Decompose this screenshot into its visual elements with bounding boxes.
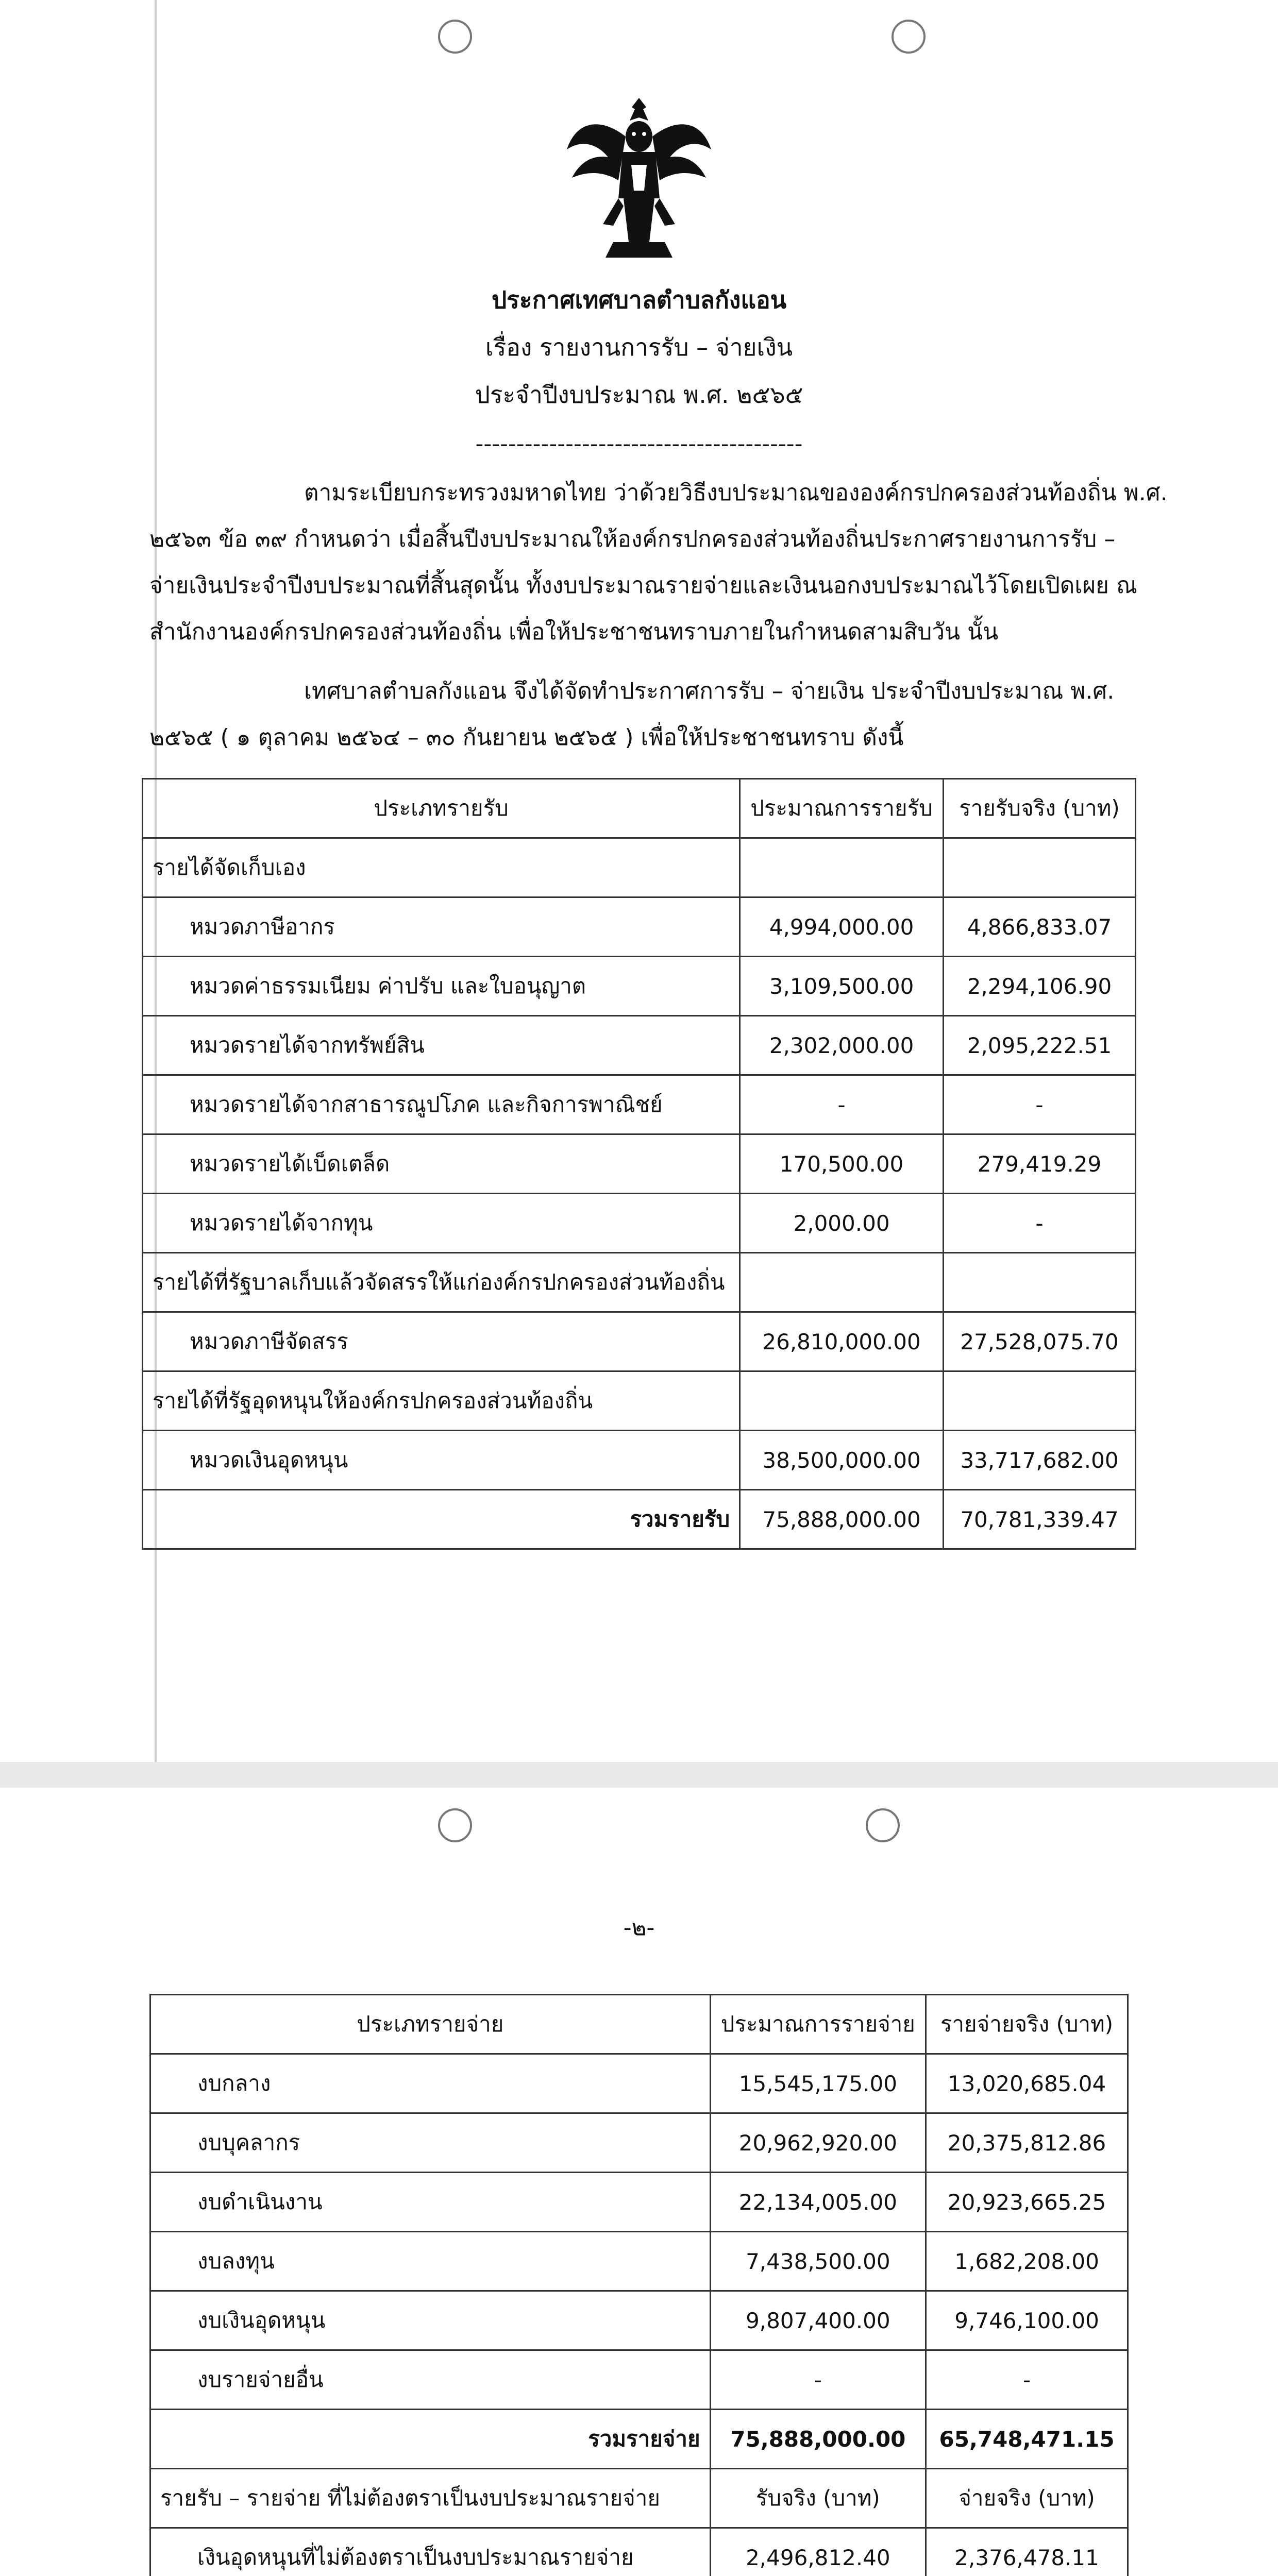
table-row (150, 2291, 1128, 2350)
table-row (143, 1075, 1136, 1134)
table-row (143, 1253, 1136, 1312)
received-cell: 2,496,812.40 (710, 2528, 926, 2576)
total-actual-cell: 65,748,471.15 (926, 2410, 1128, 2469)
table-row (143, 897, 1136, 957)
column-header: รับจริง (บาท) (710, 2469, 926, 2528)
actual-cell: - (943, 1194, 1135, 1253)
column-header: รายจ่ายจริง (บาท) (926, 1995, 1128, 2054)
table-header-row (143, 779, 1136, 838)
actual-cell: 2,294,106.90 (943, 957, 1135, 1016)
actual-cell: 279,419.29 (943, 1134, 1135, 1194)
table-row (150, 2173, 1128, 2232)
expense-category-label: งบรายจ่ายอื่น (150, 2350, 711, 2410)
table-header-row (150, 1995, 1128, 2054)
total-row (143, 1490, 1136, 1549)
column-header: ประมาณการรายรับ (740, 779, 944, 838)
table-row (150, 2113, 1128, 2173)
revenue-category-label: หมวดเงินอุดหนุน (143, 1431, 740, 1490)
actual-cell: - (926, 2350, 1128, 2410)
actual-cell: 20,375,812.86 (926, 2113, 1128, 2173)
non-budget-header-row (150, 2469, 1128, 2528)
total-row (150, 2410, 1128, 2469)
expense-table (149, 1994, 1129, 2576)
non-budget-section-label: รายรับ – รายจ่าย ที่ไม่ต้องตราเป็นงบประมาณรายจ่าย (150, 2469, 711, 2528)
table-row (150, 2232, 1128, 2291)
paragraph-1-line-2: ๒๕๖๓ ข้อ ๓๙ กำหนดว่า เมื่อสิ้นปีงบประมาณให้องค์กรปกครองส่วนท้องถิ่นประกาศรายงานการรับ – (149, 526, 1116, 552)
table-row (143, 1371, 1136, 1431)
actual-cell: 13,020,685.04 (926, 2054, 1128, 2113)
table-row (150, 2350, 1128, 2410)
actual-cell (943, 838, 1135, 897)
expense-category-label: งบเงินอุดหนุน (150, 2291, 711, 2350)
separator-rule: ---------------------------------------- (475, 431, 803, 457)
expense-category-label: งบบุคลากร (150, 2113, 711, 2173)
budget-cell (740, 1253, 944, 1312)
budget-cell: 9,807,400.00 (710, 2291, 926, 2350)
punch-hole (892, 20, 926, 54)
budget-cell: 20,962,920.00 (710, 2113, 926, 2173)
budget-cell: 3,109,500.00 (740, 957, 944, 1016)
actual-cell: 33,717,682.00 (943, 1431, 1135, 1490)
budget-cell: - (710, 2350, 926, 2410)
budget-cell: 4,994,000.00 (740, 897, 944, 957)
revenue-group-label: รายได้จัดเก็บเอง (143, 838, 740, 897)
garuda-emblem-icon (562, 88, 716, 263)
budget-cell: - (740, 1075, 944, 1134)
table-row (143, 957, 1136, 1016)
revenue-group-label: รายได้ที่รัฐบาลเก็บแล้วจัดสรรให้แก่องค์กรปกครองส่วนท้องถิ่น (143, 1253, 740, 1312)
expense-category-label: งบกลาง (150, 2054, 711, 2113)
revenue-table (142, 778, 1136, 1550)
non-budget-item-label: เงินอุดหนุนที่ไม่ต้องตราเป็นงบประมาณรายจ่าย (150, 2528, 711, 2576)
table-row (143, 1016, 1136, 1075)
page-two (0, 1788, 1278, 2576)
budget-cell: 7,438,500.00 (710, 2232, 926, 2291)
paragraph-2-line-1: เทศบาลตำบลกังแอน จึงได้จัดทำประกาศการรับ – จ่ายเงิน ประจำปีงบประมาณ พ.ศ. (304, 678, 1115, 704)
revenue-category-label: หมวดรายได้จากทุน (143, 1194, 740, 1253)
actual-cell: 4,866,833.07 (943, 897, 1135, 957)
column-header: รายรับจริง (บาท) (943, 779, 1135, 838)
table-row (143, 1312, 1136, 1371)
punch-hole (438, 1808, 472, 1842)
actual-cell (943, 1253, 1135, 1312)
budget-cell: 2,000.00 (740, 1194, 944, 1253)
table-row (150, 2054, 1128, 2113)
paragraph-1-line-1: ตามระเบียบกระทรวงมหาดไทย ว่าด้วยวิธีงบประมาณขององค์กรปกครองส่วนท้องถิ่น พ.ศ. (304, 480, 1168, 506)
paragraph-1-line-3: จ่ายเงินประจำปีงบประมาณที่สิ้นสุดนั้น ทั้งงบประมาณรายจ่ายและเงินนอกงบประมาณไว้โดยเปิดเผย ณ (149, 572, 1137, 599)
budget-cell: 170,500.00 (740, 1134, 944, 1194)
column-header: จ่ายจริง (บาท) (926, 2469, 1128, 2528)
actual-cell: 2,095,222.51 (943, 1016, 1135, 1075)
total-label: รวมรายรับ (143, 1490, 740, 1549)
announcement-subject: เรื่อง รายงานการรับ – จ่ายเงิน (485, 333, 793, 361)
table-row (143, 1194, 1136, 1253)
actual-cell: 20,923,665.25 (926, 2173, 1128, 2232)
page-number: -๒- (623, 1914, 655, 1941)
column-header: ประเภทรายรับ (143, 779, 740, 838)
revenue-category-label: หมวดค่าธรรมเนียม ค่าปรับ และใบอนุญาต (143, 957, 740, 1016)
budget-cell: 15,545,175.00 (710, 2054, 926, 2113)
budget-cell: 38,500,000.00 (740, 1431, 944, 1490)
column-header: ประมาณการรายจ่าย (710, 1995, 926, 2054)
expense-category-label: งบดำเนินงาน (150, 2173, 711, 2232)
expense-category-label: งบลงทุน (150, 2232, 711, 2291)
total-budget-cell: 75,888,000.00 (710, 2410, 926, 2469)
punch-hole (438, 20, 472, 54)
actual-cell: 9,746,100.00 (926, 2291, 1128, 2350)
table-row (143, 838, 1136, 897)
paragraph-1-line-4: สำนักงานองค์กรปกครองส่วนท้องถิ่น เพื่อให้ประชาชนทราบภายในกำหนดสามสิบวัน นั้น (149, 619, 999, 645)
revenue-group-label: รายได้ที่รัฐอุดหนุนให้องค์กรปกครองส่วนท้องถิ่น (143, 1371, 740, 1431)
total-label: รวมรายจ่าย (150, 2410, 711, 2469)
column-header: ประเภทรายจ่าย (150, 1995, 711, 2054)
paragraph-2-line-2: ๒๕๖๕ ( ๑ ตุลาคม ๒๕๖๔ – ๓๐ กันยายน ๒๕๖๕ ) เพื่อให้ประชาชนทราบ ดังนี้ (149, 724, 904, 751)
budget-cell (740, 1371, 944, 1431)
revenue-category-label: หมวดภาษีอากร (143, 897, 740, 957)
announcement-title: ประกาศเทศบาลตำบลกังแอน (491, 286, 787, 314)
actual-cell (943, 1371, 1135, 1431)
punch-hole (866, 1808, 900, 1842)
fiscal-year: ประจำปีงบประมาณ พ.ศ. ๒๕๖๕ (475, 381, 803, 409)
revenue-category-label: หมวดรายได้จากสาธารณูปโภค และกิจการพาณิชย์ (143, 1075, 740, 1134)
actual-cell: 27,528,075.70 (943, 1312, 1135, 1371)
total-budget-cell: 75,888,000.00 (740, 1490, 944, 1549)
paid-cell: 2,376,478.11 (926, 2528, 1128, 2576)
budget-cell: 2,302,000.00 (740, 1016, 944, 1075)
table-row (143, 1134, 1136, 1194)
total-actual-cell: 70,781,339.47 (943, 1490, 1135, 1549)
revenue-category-label: หมวดภาษีจัดสรร (143, 1312, 740, 1371)
budget-cell (740, 838, 944, 897)
table-row (143, 1431, 1136, 1490)
revenue-category-label: หมวดรายได้จากทรัพย์สิน (143, 1016, 740, 1075)
budget-cell: 26,810,000.00 (740, 1312, 944, 1371)
actual-cell: 1,682,208.00 (926, 2232, 1128, 2291)
revenue-category-label: หมวดรายได้เบ็ดเตล็ด (143, 1134, 740, 1194)
actual-cell: - (943, 1075, 1135, 1134)
budget-cell: 22,134,005.00 (710, 2173, 926, 2232)
table-row (150, 2528, 1128, 2576)
